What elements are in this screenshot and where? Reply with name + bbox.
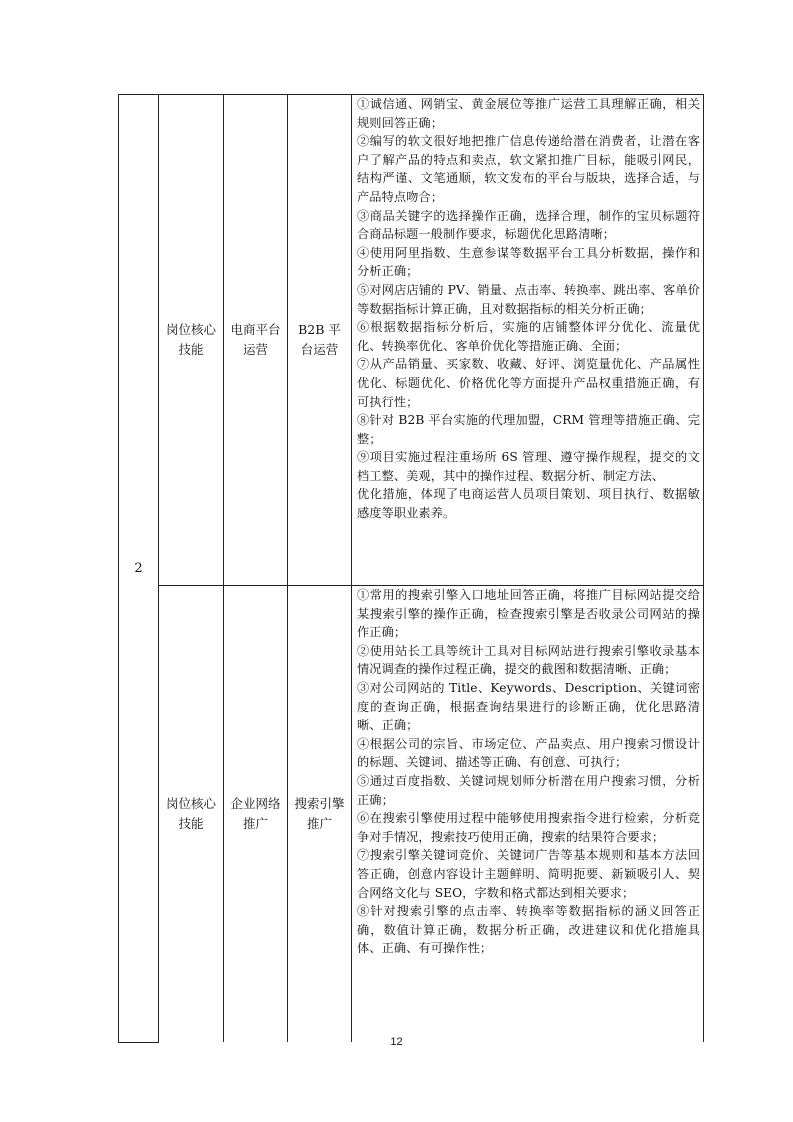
- criteria-item: 优化措施，体现了电商运营人员项目策划、项目执行、数据敏感度等职业素养。: [357, 487, 700, 521]
- criteria-item: ⑨项目实施过程注重场所 6S 管理、遵守操作规程，提交的文档工整、美观，其中的操作过程、数据分析、制定方法、: [357, 450, 700, 483]
- module-cell: [224, 586, 288, 1043]
- criteria-item: ⑧针对 B2B 平台实施的代理加盟，CRM 管理等措施正确、完整；: [357, 413, 700, 446]
- module-text: 企业网络推广: [230, 796, 281, 831]
- criteria-item: ①常用的搜索引擎入口地址回答正确，将推广目标网站提交给某搜索引擎的操作正确，检查搜索引擎是否收录公司网站的操作正确；: [357, 588, 700, 640]
- criteria-item: ③对公司网站的 Title、Keywords、Description、关键词密度的查询正确，根据查询结果进行的诊断正确，优化思路清晰、正确；: [357, 680, 700, 733]
- criteria-item: ②编写的软文很好地把推广信息传递给潜在消费者，让潜在客户了解产品的特点和卖点，软文紧扣推广目标，能吸引网民，结构严谨、文笔通顺，软文发布的平台与版块，选择合适，与产品特点吻合；: [357, 134, 700, 204]
- table-row: [119, 95, 704, 586]
- criteria-item: ③商品关键字的选择操作正确，选择合理，制作的宝贝标题符合商品标题一般制作要求，标题优化思路清晰；: [357, 208, 700, 242]
- criteria-item: ⑦从产品销量、买家数、收藏、好评、浏览量优化、产品属性优化、标题优化、价格优化等方面提升产品权重措施正确，有可执行性；: [357, 357, 700, 409]
- criteria-cell: [352, 95, 704, 586]
- criteria-list: [352, 586, 703, 958]
- category-text: 岗位核心技能: [166, 322, 217, 357]
- assessment-table: [118, 94, 704, 1043]
- table-row: [119, 586, 704, 1043]
- criteria-item: ⑤通过百度指数、关键词规划师分析潜在用户搜索习惯，分析正确；: [357, 773, 700, 807]
- criteria-item: ④根据公司的宗旨、市场定位、产品卖点、用户搜索习惯设计的标题、关键词、描述等正确、有创意、可执行；: [357, 736, 700, 770]
- criteria-list: [352, 95, 703, 523]
- task-cell: [288, 95, 352, 586]
- task-text: 搜索引擎推广: [294, 796, 345, 831]
- task-cell: [288, 586, 352, 1043]
- category-cell: [159, 95, 224, 586]
- criteria-item: ④使用阿里指数、生意参谋等数据平台工具分析数据，操作和分析正确；: [357, 245, 700, 279]
- criteria-cell: [352, 586, 704, 1043]
- criteria-item: ②使用站长工具等统计工具对目标网站进行搜索引擎收录基本情况调查的操作过程正确，提交的截图和数据清晰、正确；: [357, 643, 700, 677]
- criteria-item: ⑧针对搜索引擎的点击率、转换率等数据指标的涵义回答正确，数值计算正确，数据分析正确，改进建议和优化措施具体、正确、有可操作性；: [357, 904, 700, 956]
- category-cell: [159, 586, 224, 1043]
- criteria-item: ⑤对网店店铺的 PV、销量、点击率、转换率、跳出率、客单价等数据指标计算正确，且对数据指标的相关分析正确；: [357, 282, 700, 316]
- page-number: 12: [390, 1036, 403, 1048]
- criteria-item: ⑥在搜索引擎使用过程中能够使用搜索指令进行检索，分析竞争对手情况，搜索技巧使用正确，搜索的结果符合要求；: [357, 811, 700, 844]
- criteria-item: ①诚信通、网销宝、黄金展位等推广运营工具理解正确，相关规则回答正确；: [357, 97, 700, 130]
- module-text: 电商平台运营: [230, 322, 281, 357]
- criteria-item: ⑥根据数据指标分析后，实施的店铺整体评分优化、流量优化、转换率优化、客单价优化等措施正确、全面；: [357, 320, 700, 353]
- row-number: 2: [134, 560, 143, 576]
- task-text: B2B 平台运营: [298, 322, 341, 357]
- module-cell: [224, 95, 288, 586]
- row-number-cell: [119, 95, 159, 1043]
- criteria-item: ⑦搜索引擎关键词竞价、关键词广告等基本规则和基本方法回答正确，创意内容设计主题鲜明、简明扼要、新颖吸引人、契合网络文化与 SEO，字数和格式都达到相关要求；: [357, 848, 700, 900]
- category-text: 岗位核心技能: [166, 796, 217, 831]
